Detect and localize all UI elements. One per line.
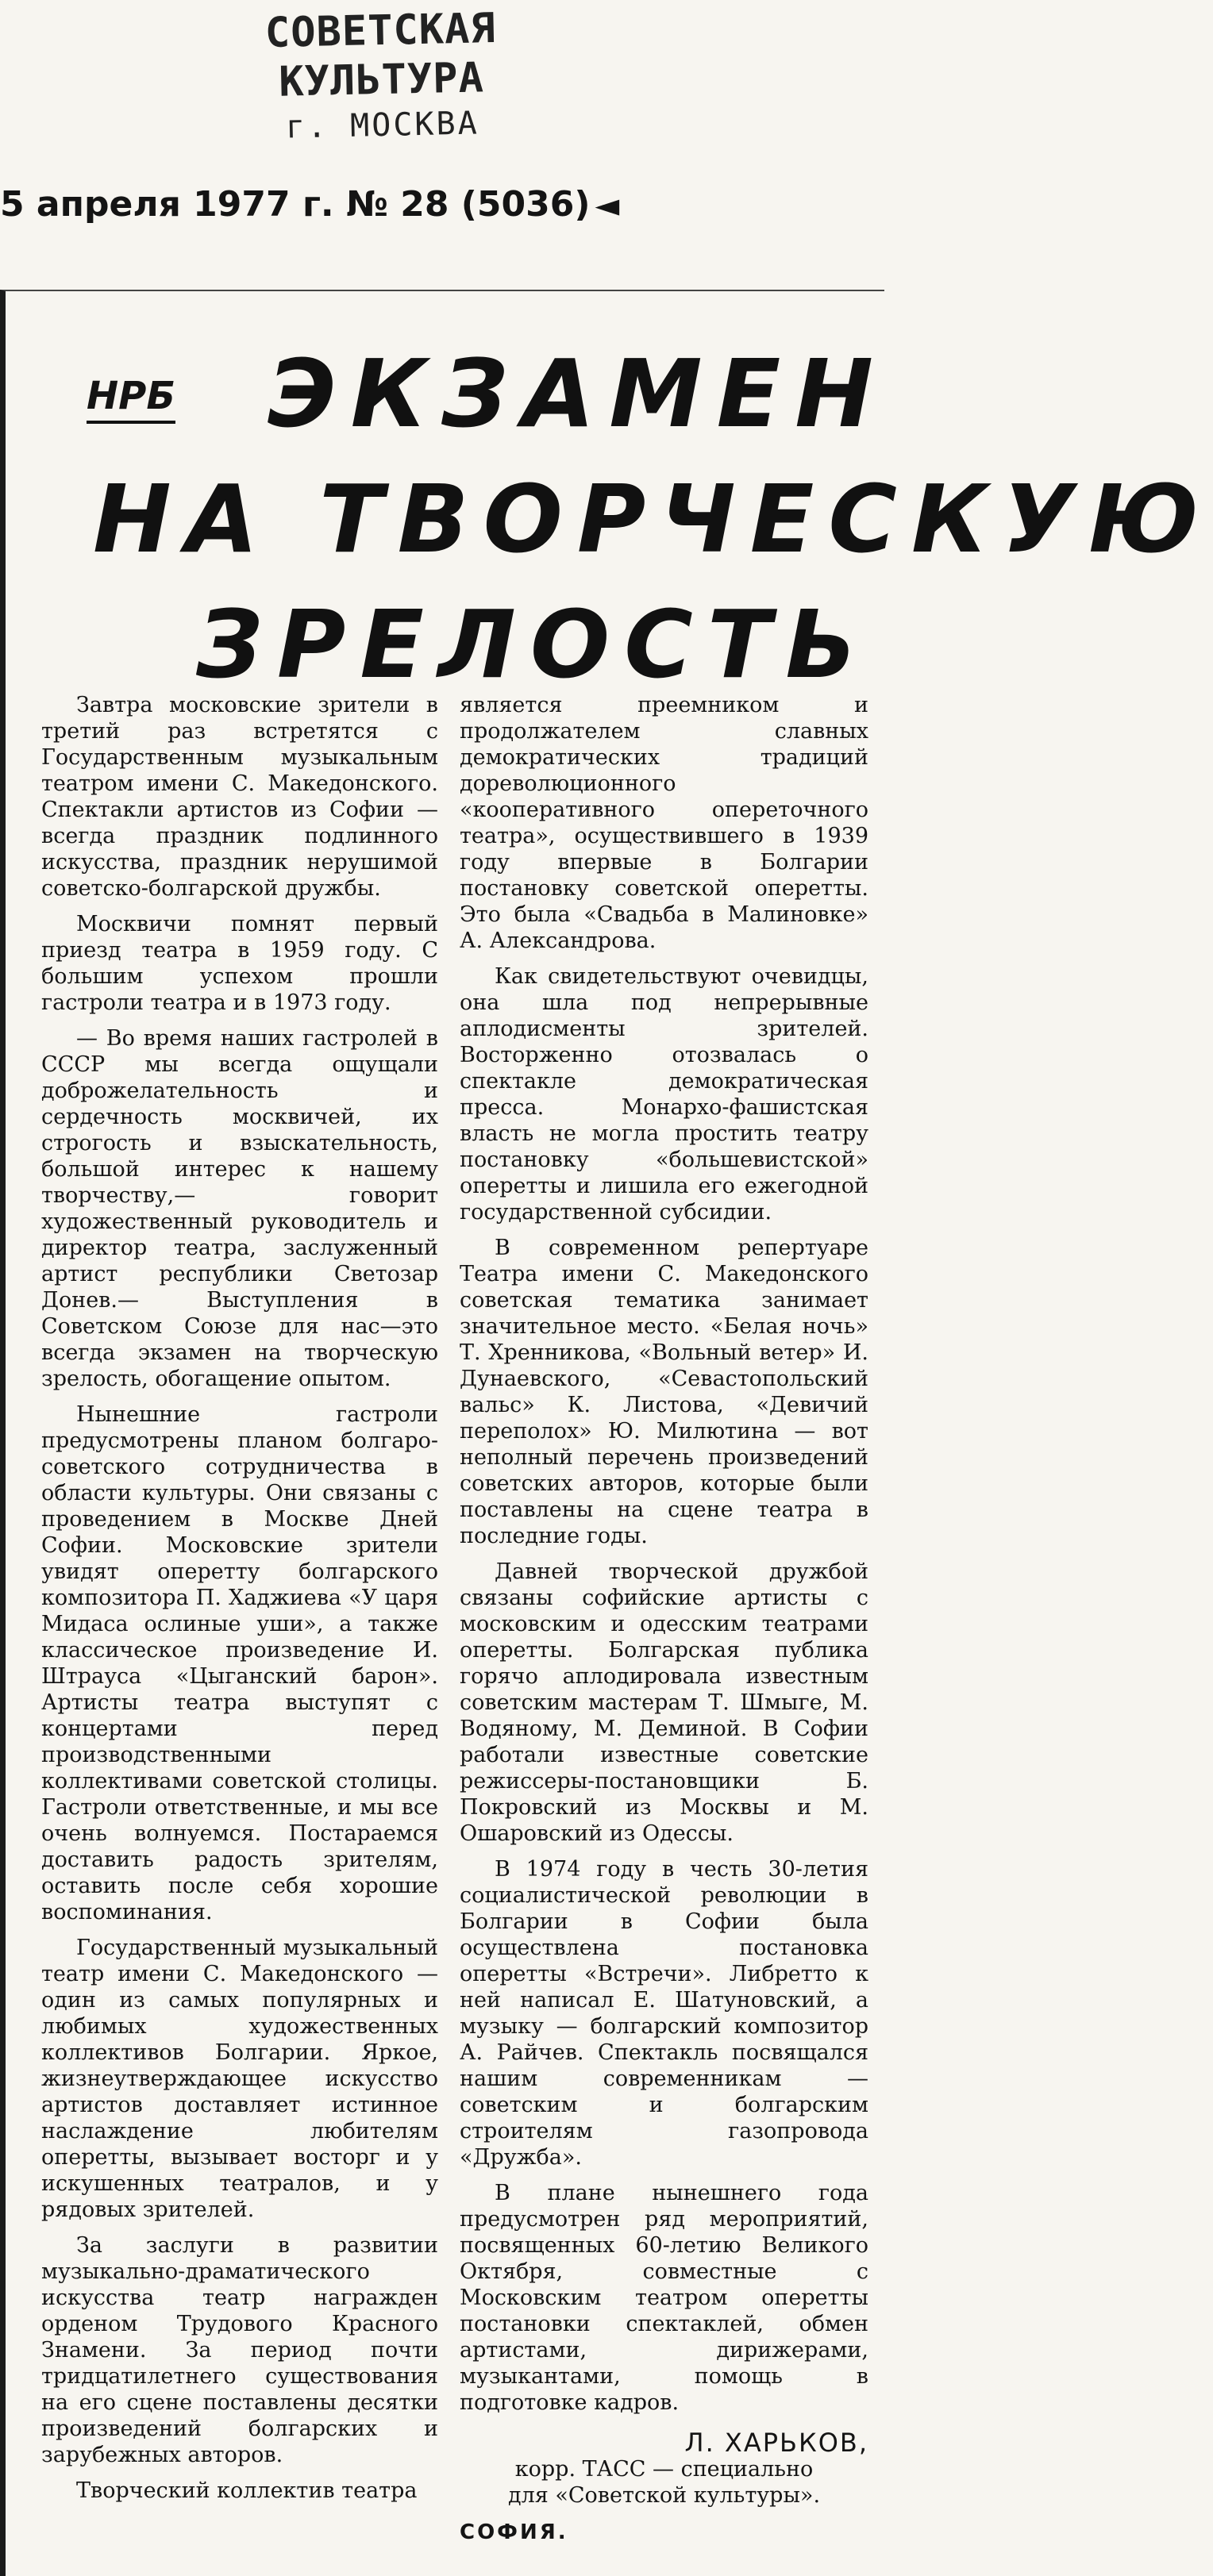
newspaper-clipping (0, 290, 1213, 2576)
arrow-left-icon: ◄ (595, 187, 620, 224)
headline-line-1: ЭКЗАМЕН (268, 339, 888, 448)
author-signature: Л. ХАРЬКОВ, (684, 2428, 868, 2458)
stamp-city: г. МОСКВА (285, 105, 480, 146)
paragraph: В 1974 году в честь 30-летия социалистической революции в Болгарии в Софии была осуществлена постановка оперетты «Встречи». Либретто к ней написал Е. Шатуновский, а музыку — болгарский композитор А. Райчев. Спектакль посвящался нашим современникам — советским и болгарским строителям газопровода «Дружба». (460, 1857, 868, 2170)
author-credit-line-1: корр. ТАСС — специально (514, 2457, 814, 2482)
issue-dateline (0, 181, 620, 229)
article-column-right (460, 692, 868, 2546)
issue-date-number: 5 апреля 1977 г. № 28 (5036) (0, 184, 591, 225)
paragraph: Завтра московские зрители в третий раз встретятся с Государственным музыкальным театром имени С. Македонского. Спектакли артистов из Софии — всегда праздник подлинного искусства, праздник нерушимой советско-болгарской дружбы. (41, 693, 438, 901)
paragraph: В плане нынешнего года предусмотрен ряд мероприятий, посвященных 60-летию Великого Октября, совместные с Московским театром оперетты постановки спектаклей, обмен артистами, дирижерами, музыкантами, помощь в подготовке кадров. (460, 2181, 868, 2415)
paragraph: За заслуги в развитии музыкально-драматического искусства театр награжден орденом Трудового Красного Знамени. За период почти тридцатилетнего существования на его сцене поставлены десятки произведений болгарских и зарубежных авторов. (41, 2233, 438, 2467)
archive-stamp (154, 2, 609, 146)
paragraph: Нынешние гастроли предусмотрены планом болгаро-советского сотрудничества в области культуры. Они связаны с проведением в Москве Дней Софии. Московские зрители увидят оперетту болгарского композитора П. Хаджиева «У царя Мидаса ослиные уши», а также классическое произведение И. Штрауса «Цыганский барон». Артисты театра выступят с концертами перед производственными коллективами советской столицы. Гастроли ответственные, и мы все очень волнуемся. Постараемся доставить радость зрителям, оставить после себя хорошие воспоминания. (41, 1402, 438, 1924)
article-column-left (41, 692, 438, 2513)
paragraph: Москвичи помнят первый приезд театра в 1959 году. С большим успехом прошли гастроли театра и в 1973 году. (41, 912, 438, 1015)
paragraph: Как свидетельствуют очевидцы, она шла под непрерывные аплодисменты зрителей. Восторженно отозвалась о спектакле демократическая пресса. Монархо-фашистская власть не могла простить театру постановку «большевистской» оперетты и лишила его ежегодной государственной субсидии. (460, 964, 868, 1225)
paragraph: Давней творческой дружбой связаны софийские артисты с московским и одесским театрами оперетты. Болгарская публика горячо аплодировала известным советским мастерам Т. Шмыге, М. Водяному, М. Деминой. В Софии работали известные советские режиссеры-постановщики Б. Покровский из Москвы и М. Ошаровский из Одессы. (460, 1559, 868, 1846)
country-rubric: НРБ (87, 375, 175, 424)
article-headline (93, 331, 1213, 707)
author-credit-line-2: для «Советской культуры». (507, 2483, 821, 2508)
headline-line-2: НА ТВОРЧЕСКУЮ (93, 464, 1213, 574)
paragraph: Государственный музыкальный театр имени С. Македонского — один из самых популярных и любимых художественных коллективов Болгарии. Яркое, жизнеутверждающее искусство артистов доставляет истинное наслаждение любителям оперетты, вызывает восторг и у искушенных театралов, и у рядовых зрителей. (41, 1936, 438, 2222)
place-dateline: СОФИЯ. (460, 2520, 568, 2544)
paragraph: является преемником и продолжателем славных демократических традиций дореволюционного «кооперативного опереточного театра», осуществившего в 1939 году впервые в Болгарии постановку советской оперетты. Это была «Свадьба в Малиновке» А. Александрова. (460, 693, 868, 953)
paragraph: — Во время наших гастролей в СССР мы всегда ощущали доброжелательность и сердечность москвичей, их строгость и взыскательность, большой интерес к нашему творчеству,— говорит художественный руководитель и директор театра, заслуженный артист республики Светозар Донев.— Выступления в Советском Союзе для нас—это всегда экзамен на творческую зрелость, обогащение опытом. (41, 1026, 438, 1391)
paragraph: В современном репертуаре Театра имени С. Македонского советская тематика занимает значительное место. «Белая ночь» Т. Хренникова, «Вольный ветер» И. Дунаевского, «Севастопольский вальс» К. Листова, «Девичий переполох» Ю. Милютина — вот неполный перечень произведений советских авторов, которые были поставлены на сцене театра в последние годы. (460, 1236, 868, 1548)
headline-line-3: ЗРЕЛОСТЬ (196, 590, 872, 699)
paragraph: Творческий коллектив театра (76, 2478, 418, 2503)
stamp-newspaper-name: СОВЕТСКАЯ КУЛЬТУРА (264, 4, 497, 106)
